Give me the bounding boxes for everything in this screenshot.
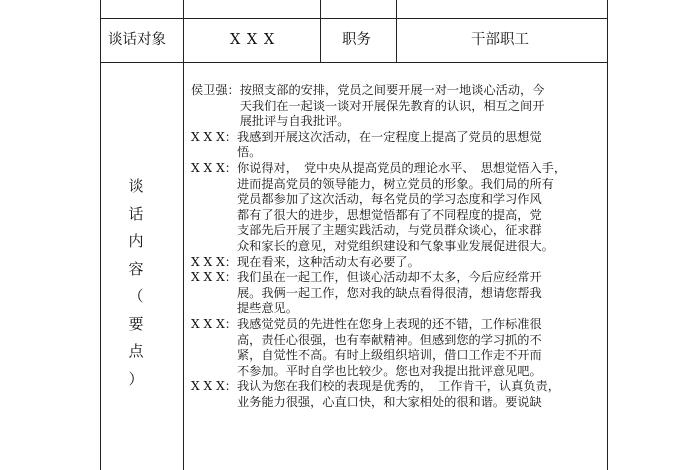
speech-line: 业务能力很强，心直口快，和大家相处的很和谐。要说缺 (236, 394, 542, 409)
position-value: 干部职工 (471, 32, 529, 48)
speech-line: 党员都参加了这次活动，每名党员的学习态度和学习作风 (236, 192, 542, 207)
side-label-char: （ (128, 287, 144, 305)
speech-line: 不参加。平时自学也比较少。您也对我提出批评意见吧。 (236, 363, 542, 378)
table-top-border (100, 18, 608, 19)
dialogue-entry (191, 161, 591, 255)
speech-line: 支部先后开展了主题实践活动，与党员群众谈心，征求群 (236, 223, 542, 238)
speech-text (240, 83, 591, 130)
speaker-name: 侯卫强： (191, 83, 240, 97)
speech-line: 我认为您在我们校的表现是优秀的， 工作肯干，认真负责， (236, 379, 560, 394)
side-label-char: 内 (128, 232, 144, 250)
side-label-char: 要 (128, 314, 144, 333)
speaker-name: X X X： (191, 254, 237, 269)
dialogue-entry (191, 270, 591, 317)
side-label-char: ） (128, 369, 144, 388)
speech-line: 提些意见。 (236, 301, 298, 316)
speech-line: 高，责任心很强，也有奉献精神。但感到您的学习抓的不 (236, 332, 542, 347)
speech-line: 按照支部的安排，党员之间要开展一对一地谈心活动，今 (239, 83, 545, 97)
speech-text (237, 255, 591, 271)
position-label: 职务 (342, 32, 371, 48)
side-label-char: 谈 (128, 177, 144, 195)
speech-text (237, 379, 591, 410)
conversation-content (191, 83, 591, 410)
speech-line: 众和家长的意见，对党组织建设和气象事业发展促进很大。 (236, 238, 554, 253)
speech-line: 悟。 (236, 145, 262, 160)
speech-text (237, 317, 591, 379)
speech-line: 天我们在一起谈一谈对开展保先教育的认识，相互之间开 (239, 98, 545, 113)
interviewee-name: X X X (230, 32, 276, 48)
speech-line: 我们虽在一起工作，但谈心活动却不太多，今后应经常开 (236, 270, 542, 285)
speech-line: 紧，自觉性不高。有时上级组织培训，借口工作走不开而 (236, 348, 542, 363)
speech-line: 都有了很大的进步，思想觉悟都有了不同程度的提高，党 (236, 207, 542, 222)
dialogue-entry (191, 255, 591, 271)
speech-line: 展批评与自我批评。 (239, 114, 350, 129)
table-left-border (100, 0, 101, 470)
speaker-name: X X X： (191, 270, 237, 285)
dialogue-entry (191, 130, 591, 161)
speaker-name: X X X： (191, 379, 237, 394)
speech-text (237, 161, 591, 255)
speaker-name: X X X： (191, 316, 237, 331)
speaker-name: X X X： (191, 129, 237, 144)
speech-line: 我感到开展这次活动，在一定程度上提高了党员的思想觉 (236, 129, 542, 144)
speech-line: 我感觉党员的先进性在您身上表现的还不错，工作标准很 (236, 316, 542, 331)
side-label-char: 点 (128, 342, 144, 360)
speech-line: 你说得对， 党中央从提高党员的理论水平、 思想觉悟入手， (236, 160, 567, 175)
dialogue-entry (191, 317, 591, 379)
speech-text (237, 270, 591, 317)
label-column-divider (183, 0, 184, 470)
side-label-char: 话 (128, 204, 144, 223)
speech-line: 展。我俩一起工作，您对我的缺点看得很清，想请您帮我 (236, 285, 542, 300)
target-column-divider (320, 0, 321, 63)
speaker-name: X X X： (191, 160, 237, 175)
dialogue-entry (191, 83, 591, 130)
interviewee-label: 谈话对象 (108, 32, 166, 48)
dialogue-entry (191, 379, 591, 410)
position-column-divider (396, 0, 397, 63)
speech-text (237, 130, 591, 161)
speech-line: 现在看来，这种活动太有必要了。 (236, 254, 420, 269)
conversation-content-label (121, 173, 151, 393)
side-label-char: 容 (128, 259, 144, 278)
speech-line: 进而提高党员的领导能力，树立党员的形象。我们局的所有 (236, 176, 554, 191)
table-row-divider (100, 62, 608, 63)
table-right-border (607, 0, 608, 470)
